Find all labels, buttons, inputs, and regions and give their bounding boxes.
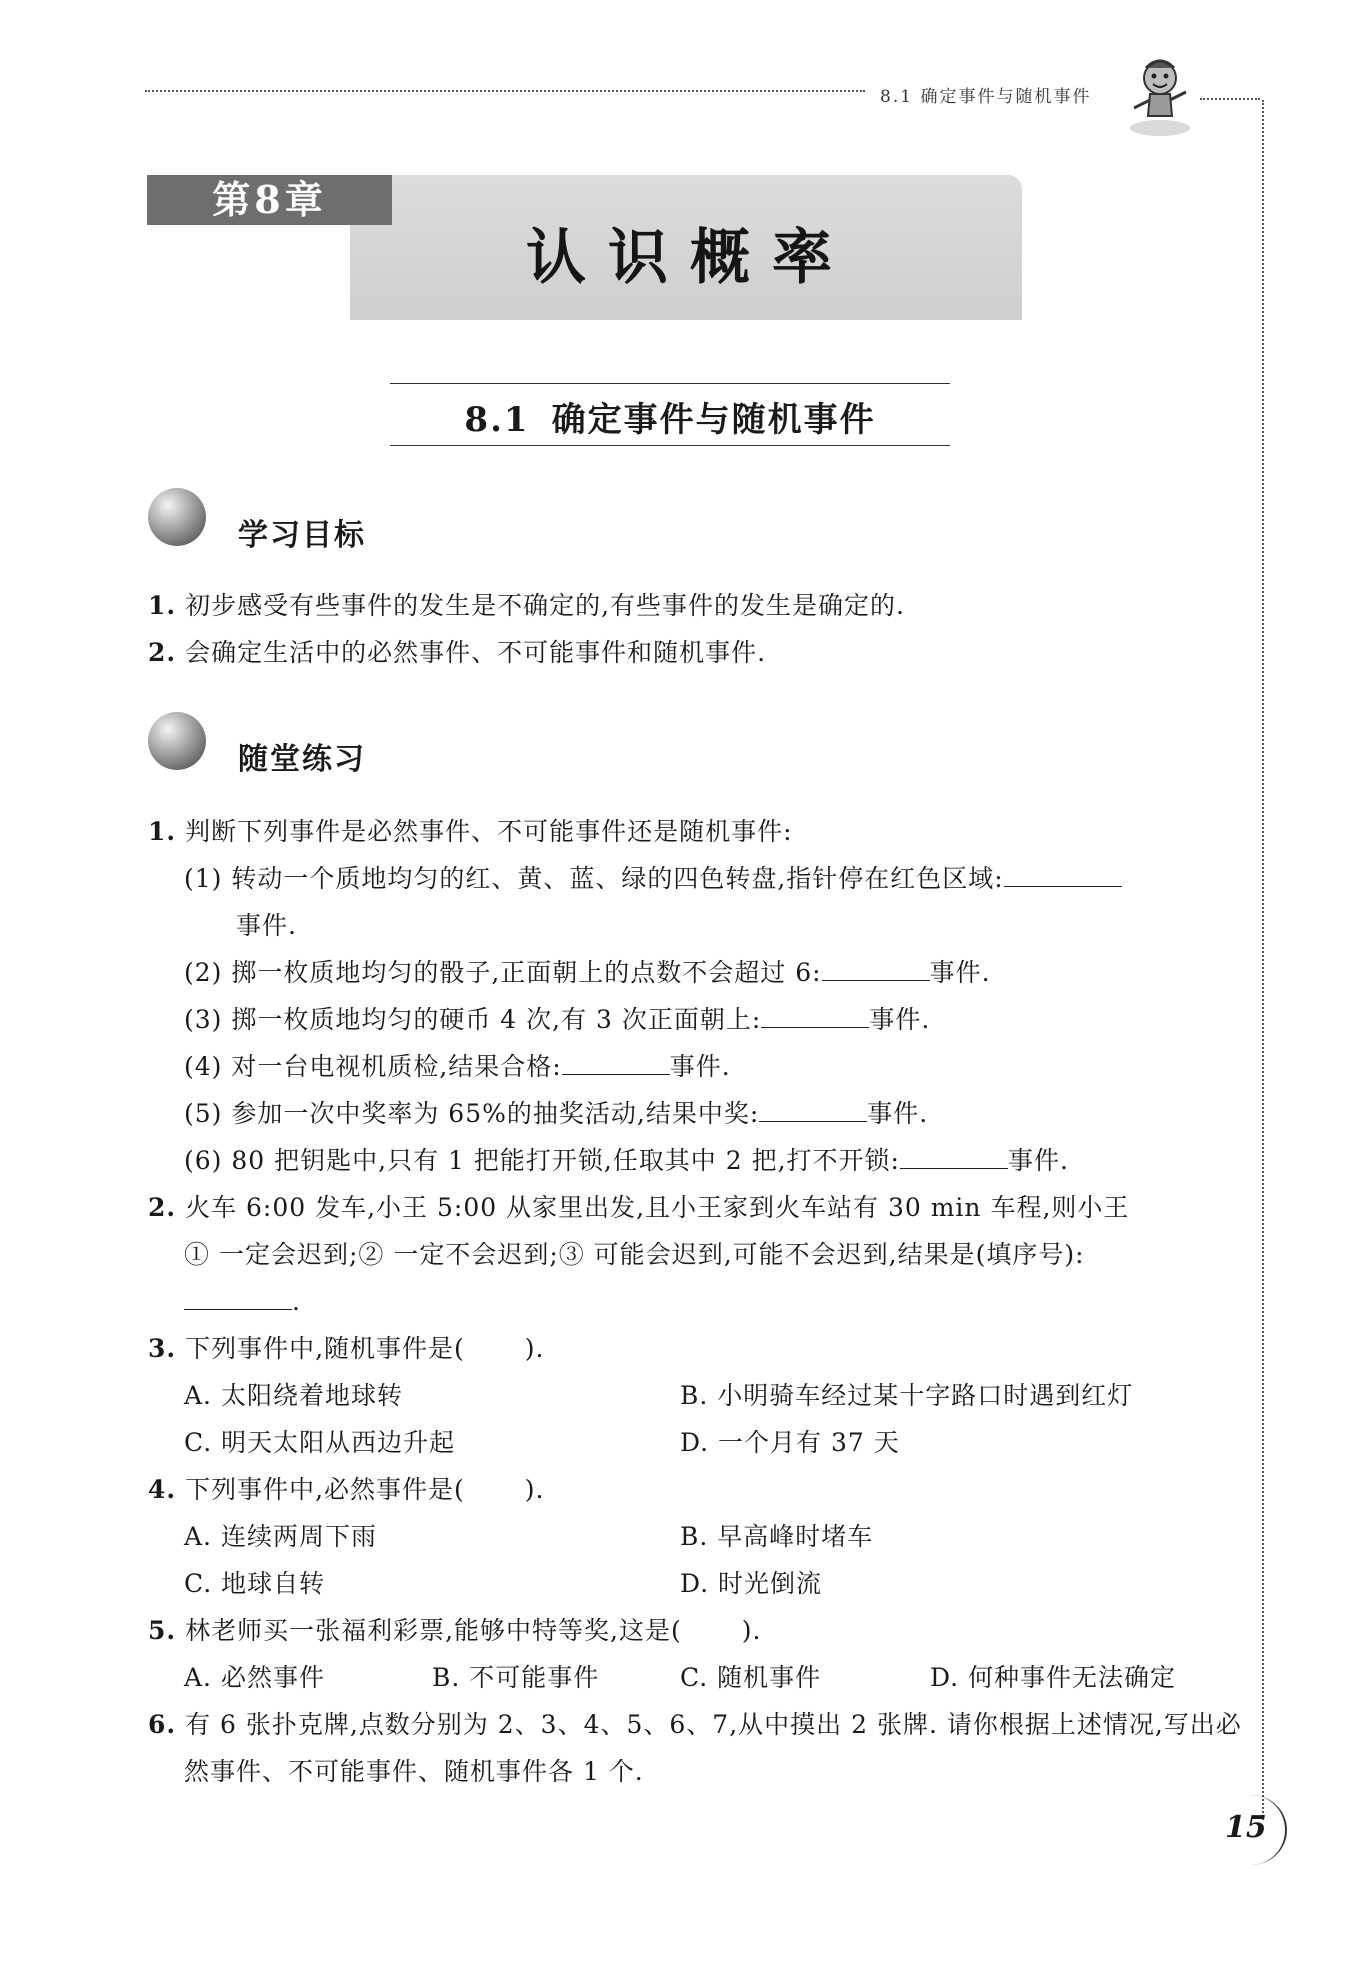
- goal-text: 会确定生活中的必然事件、不可能事件和随机事件.: [185, 638, 767, 667]
- question-text: 有 6 张扑克牌,点数分别为 2、3、4、5、6、7,从中摸出 2 张牌. 请你根据上述情况,写出必: [185, 1710, 1242, 1739]
- question-text: ).: [524, 1475, 545, 1504]
- sub-question-text: 事件.: [669, 1052, 731, 1081]
- question-6-line: 然事件、不可能事件、随机事件各 1 个.: [184, 1757, 644, 1786]
- goal-text: 初步感受有些事件的发生是不确定的,有些事件的发生是确定的.: [185, 591, 905, 620]
- option-a[interactable]: A. 必然事件: [184, 1663, 325, 1692]
- sub-question-text: (5) 参加一次中奖率为 65%的抽奖活动,结果中奖:: [184, 1099, 760, 1128]
- sub-question-text: (1) 转动一个质地均匀的红、黄、蓝、绿的四色转盘,指针停在红色区域:: [184, 864, 1004, 893]
- question-2-line: ① 一定会迟到;② 一定不会迟到;③ 可能会迟到,可能不会迟到,结果是(填序号):: [184, 1240, 1085, 1269]
- option-b[interactable]: B. 早高峰时堵车: [680, 1522, 874, 1551]
- globe-icon: [148, 488, 206, 546]
- sub-question-text: 事件.: [929, 958, 991, 987]
- question-number: 2.: [148, 1193, 177, 1222]
- question-text: .: [292, 1287, 301, 1316]
- answer-blank[interactable]: [1004, 862, 1122, 887]
- answer-blank[interactable]: [562, 1050, 670, 1075]
- section-number: 8.1: [464, 400, 530, 440]
- question-3-stem: [148, 1332, 544, 1366]
- question-number: 6.: [148, 1710, 177, 1739]
- answer-blank[interactable]: [761, 1003, 869, 1028]
- question-4-stem: [148, 1473, 544, 1507]
- question-text: 下列事件中,必然事件是(: [185, 1475, 465, 1504]
- question-text: 下列事件中,随机事件是(: [185, 1334, 465, 1363]
- sub-question-text: 事件.: [869, 1005, 931, 1034]
- option-a[interactable]: A. 太阳绕着地球转: [184, 1381, 403, 1410]
- header-dotted-rule: [145, 90, 865, 92]
- sub-question: [184, 1050, 731, 1084]
- running-title: 8.1 确定事件与随机事件: [880, 87, 1092, 107]
- question-2-answer: [184, 1285, 301, 1319]
- chapter-tag: 第8章: [147, 175, 392, 225]
- sub-question-text: (4) 对一台电视机质检,结果合格:: [184, 1052, 562, 1081]
- question-text: ).: [524, 1334, 545, 1363]
- answer-blank[interactable]: [900, 1144, 1008, 1169]
- header-dotted-rule-right: [1200, 98, 1260, 100]
- sub-question-text: 事件.: [1007, 1146, 1069, 1175]
- margin-dotted-rule: [1262, 100, 1264, 1820]
- sub-question-text: (3) 掷一枚质地均匀的硬币 4 次,有 3 次正面朝上:: [184, 1005, 762, 1034]
- option-d[interactable]: D. 时光倒流: [680, 1569, 823, 1598]
- goal-number: 1.: [148, 591, 177, 620]
- goals-heading: 学习目标: [238, 518, 366, 553]
- question-text: ).: [741, 1616, 762, 1645]
- goal-item: [148, 589, 905, 623]
- question-5-stem: [148, 1614, 761, 1648]
- practice-heading: 随堂练习: [238, 742, 366, 777]
- question-number: 3.: [148, 1334, 177, 1363]
- option-c[interactable]: C. 明天太阳从西边升起: [184, 1428, 456, 1457]
- section-title: [390, 392, 950, 441]
- option-a[interactable]: A. 连续两周下雨: [184, 1522, 377, 1551]
- answer-blank[interactable]: [184, 1285, 292, 1310]
- question-2-line: [148, 1191, 1129, 1225]
- page-number: 15: [1225, 1810, 1267, 1845]
- answer-blank[interactable]: [822, 956, 930, 981]
- question-number: 5.: [148, 1616, 177, 1645]
- mascot-icon: [1120, 50, 1200, 140]
- sub-question: [184, 1097, 928, 1131]
- sub-question-text: (2) 掷一枚质地均匀的骰子,正面朝上的点数不会超过 6:: [184, 958, 822, 987]
- section-rule-top: [390, 383, 950, 384]
- question-text: 火车 6:00 发车,小王 5:00 从家里出发,且小王家到火车站有 30 min 车程,则小王: [185, 1193, 1130, 1222]
- option-b[interactable]: B. 小明骑车经过某十字路口时遇到红灯: [680, 1381, 1134, 1410]
- section-name: 确定事件与随机事件: [551, 400, 876, 440]
- question-number: 1.: [148, 817, 177, 846]
- option-d[interactable]: D. 何种事件无法确定: [930, 1663, 1177, 1692]
- sub-question: [184, 1003, 930, 1037]
- question-text: 林老师买一张福利彩票,能够中特等奖,这是(: [185, 1616, 682, 1645]
- sub-question: [184, 1144, 1069, 1178]
- sub-question-text: 事件.: [867, 1099, 929, 1128]
- option-c[interactable]: C. 随机事件: [680, 1663, 822, 1692]
- question-6-line: [148, 1708, 1242, 1742]
- section-rule-bottom: [390, 445, 950, 446]
- option-b[interactable]: B. 不可能事件: [432, 1663, 600, 1692]
- sub-question: [184, 956, 991, 990]
- chapter-title: 认识概率: [526, 223, 854, 293]
- option-d[interactable]: D. 一个月有 37 天: [680, 1428, 900, 1457]
- goal-item: [148, 636, 766, 670]
- goal-number: 2.: [148, 638, 177, 667]
- question-text: 判断下列事件是必然事件、不可能事件还是随机事件:: [185, 817, 793, 846]
- question-number: 4.: [148, 1475, 177, 1504]
- globe-icon: [148, 712, 206, 770]
- answer-blank[interactable]: [759, 1097, 867, 1122]
- sub-question-text: (6) 80 把钥匙中,只有 1 把能打开锁,任取其中 2 把,打不开锁:: [184, 1146, 900, 1175]
- option-c[interactable]: C. 地球自转: [184, 1569, 326, 1598]
- sub-question-cont: 事件.: [236, 911, 297, 940]
- sub-question: [184, 862, 1122, 896]
- question-1-stem: [148, 815, 793, 849]
